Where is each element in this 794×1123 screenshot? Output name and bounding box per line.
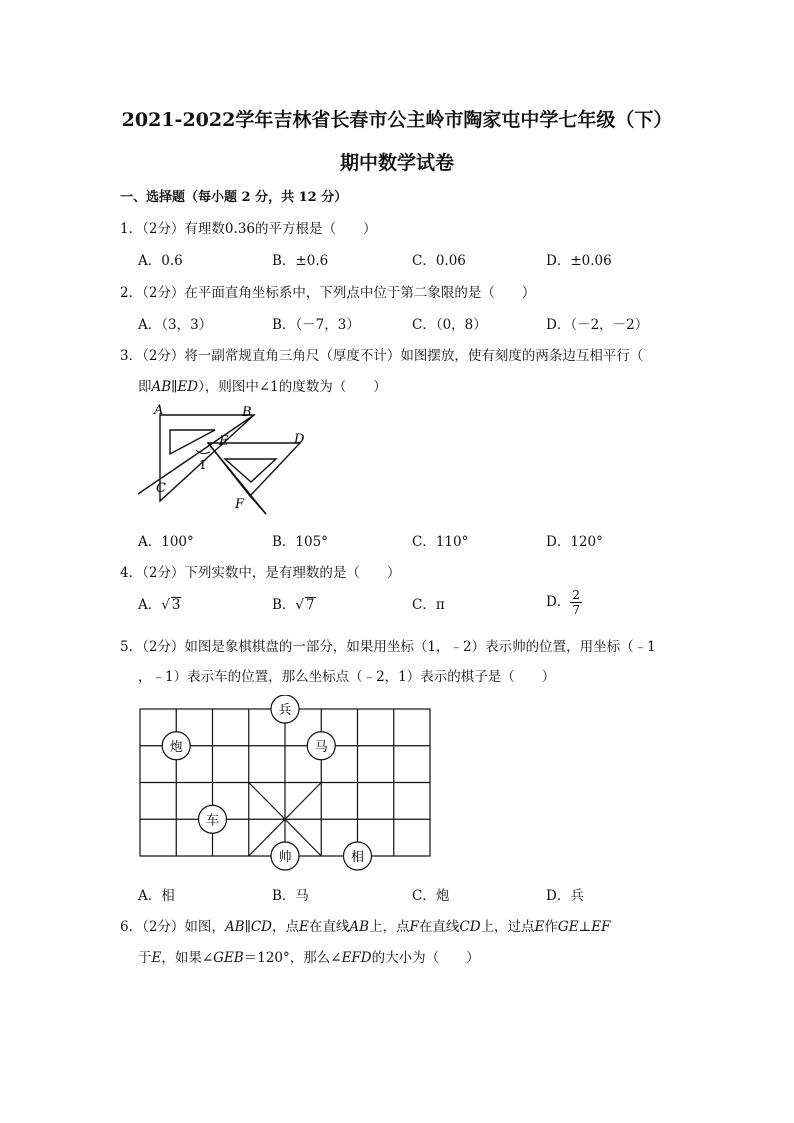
question-text: （2分）有理数0.36的平方根是（ ） [142,221,377,237]
question-5 [120,635,656,655]
option-label: B． [272,597,296,613]
text: ），则图中∠1的度数为（ ） [198,379,387,395]
label-a: A [154,403,164,418]
option-b: B．±0.6 [272,253,329,269]
radicand: 3 [171,597,181,613]
label-c: C [156,481,166,496]
math-text: GE⊥EF [557,919,611,935]
option-a: A．0.6 [138,253,183,269]
question-3-line2 [138,375,387,395]
math-text: AB∥CD [224,919,272,935]
text: 的大小为（ ） [371,950,480,966]
math-text: F [409,919,419,935]
question-text-line1: （2分）将一副常规直角三角尺（厚度不计）如图摆放，使有刻度的两条边互相平行（ [142,348,644,364]
text: 即 [138,379,152,395]
text: ，点 [272,919,299,935]
option-b: B．√ 7 [272,597,315,613]
label-f: F [235,497,245,512]
inner-triangle-2 [225,459,276,482]
outer-triangle-2 [208,443,300,496]
radicand: 7 [306,597,315,613]
piece-bing [271,695,299,723]
option-c: C．110° [412,534,469,550]
question-number: 4． [120,565,143,581]
option-d: D．±0.06 [546,253,612,269]
math-text: EFD [341,950,372,966]
page-subtitle: 期中数学试卷 [339,152,454,174]
piece-che [199,805,227,833]
question-6 [120,915,610,935]
question-4 [120,561,400,581]
triangle-rulers-figure [130,398,310,520]
option-c: C．π [412,597,445,613]
option-a: A．（3，3） [138,317,213,333]
option-d: D．（－2，－2） [546,317,649,333]
text: （2分）如图， [142,919,225,935]
piece-shuai [271,842,299,870]
label-d: D [294,432,305,447]
question-2 [120,281,535,301]
math-text: E [534,919,545,935]
option-d [546,588,582,617]
text: 上，过点 [480,919,535,935]
piece-xiang [344,842,372,870]
question-number: 3． [120,348,143,364]
fraction [570,588,582,617]
piece-label: 炮 [169,739,183,755]
piece-label: 帅 [278,850,292,865]
option-a: A．√ 3 [138,597,181,613]
text: ＝120°，那么∠ [243,950,342,966]
option-d: D．120° [546,534,603,550]
inner-triangle-1 [170,430,215,454]
question-3 [120,344,643,364]
denominator: 7 [572,603,580,617]
piece-ma [307,732,335,760]
text: 于 [138,950,152,966]
chess-board-figure [130,695,440,885]
option-label: A． [138,597,162,613]
text: 在直线 [418,919,460,935]
math-text: AB∥ED [151,379,199,395]
question-5-line2: ，﹣1）表示车的位置，那么坐标点（﹣2，1）表示的棋子是（ ） [138,669,556,685]
question-number: 6． [120,919,143,935]
question-text: （2分）在平面直角坐标系中，下列点中位于第二象限的是（ ） [142,285,536,301]
text: 作 [544,919,558,935]
question-number: 2． [120,285,143,301]
label-angle-1: 1 [199,458,207,472]
question-1 [120,217,377,237]
option-b: B．（－7，3） [272,317,360,333]
question-number: 1． [120,221,143,237]
section-heading: 一、选择题（每小题 2 分，共 12 分） [120,190,348,205]
page-title: 2021-2022学年吉林省长春市公主岭市陶家屯中学七年级（下） [121,109,673,131]
piece-label: 兵 [278,703,292,718]
question-number: 5． [120,639,143,655]
option-label: D． [546,594,571,610]
question-text-line1: （2分）如图是象棋棋盘的一部分，如果用坐标（1，﹣2）表示帅的位置，用坐标（﹣1 [142,639,656,655]
option-b: B．105° [272,534,328,550]
option-c: C．0.06 [412,253,466,269]
label-b: B [242,405,252,420]
text: 在直线 [308,919,350,935]
piece-label: 相 [350,850,365,865]
text: 上，点 [369,919,410,935]
option-c: C．炮 [412,888,450,904]
math-text: AB [349,919,370,935]
board-grid [140,709,430,856]
piece-label: 车 [205,813,220,829]
math-text: E [299,919,309,935]
option-c: C．（0，8） [412,317,487,333]
option-a: A．相 [138,888,175,904]
option-d: D．兵 [546,888,584,904]
piece-pao [162,732,190,760]
label-e: E [219,434,229,449]
numerator: 2 [572,588,580,602]
outer-triangle-1 [160,415,254,501]
piece-label: 马 [314,739,328,755]
question-text: （2分）下列实数中，是有理数的是（ ） [142,565,401,581]
option-b: B．马 [272,888,309,904]
math-text: CD [459,919,481,935]
question-6-line2 [138,946,480,966]
math-text: GEB [213,950,244,966]
option-a: A．100° [138,534,194,550]
text: ，如果∠ [161,950,214,966]
math-text: E [151,950,162,966]
